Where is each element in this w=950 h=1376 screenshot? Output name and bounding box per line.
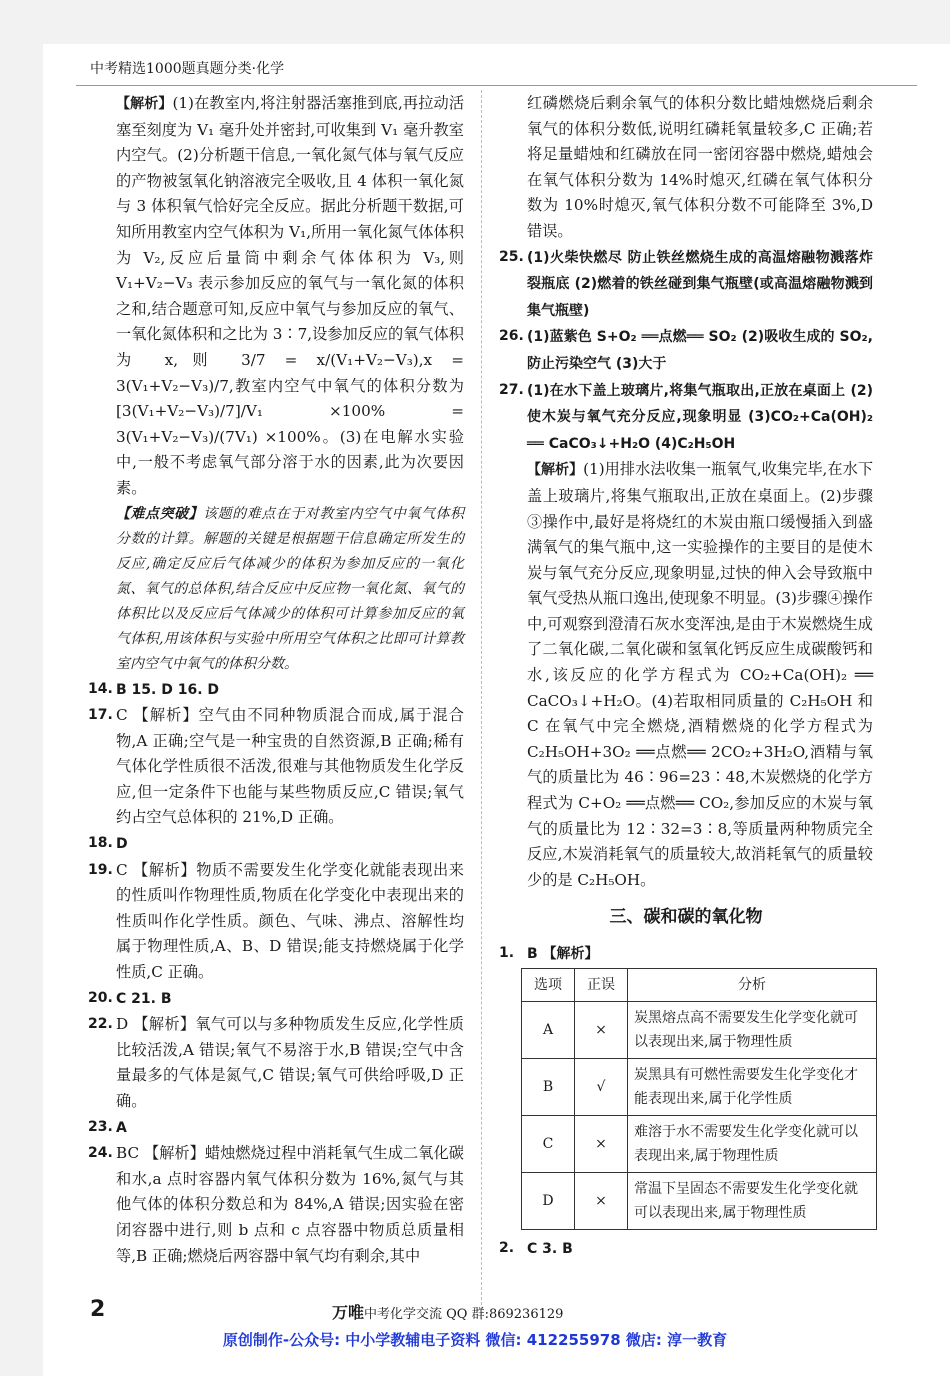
page-number: 2 (90, 1297, 106, 1322)
answer-1: 1. B 【解析】 (499, 945, 599, 962)
table-cell: × (575, 1001, 628, 1058)
table-row (522, 1115, 877, 1172)
table-cell: 难溶于水不需要发生化学变化就可以表现出来,属于物理性质 (628, 1115, 877, 1172)
table-header: 正误 (575, 968, 628, 1001)
brand-logo: 万唯 (332, 1303, 365, 1322)
answer-2-3: 2. C 3. B (499, 1239, 573, 1257)
answer-20-21: 20. C 21. B (88, 989, 172, 1007)
answer-22: 22. D 【解析】氧气可以与多种物质发生反应,化学性质比较活泼,A 错误;氧气不易溶于水,B 错误;空气中含量最多的气体是氮气,C 错误;氧气可供给呼吸,D 正确。 (88, 1015, 464, 1110)
answer-19: 19. C 【解析】物质不需要发生化学变化就能表现出来的性质叫作物理性质,物质在化学变化中表现出来的性质叫作化学性质。颜色、气味、沸点、溶解性均属于物理性质,A、B、D 错误;能支持燃烧属于化学性质,C 正确。 (88, 860, 464, 982)
table-cell: 炭黑熔点高不需要发生化学变化就可以表现出来,属于物理性质 (628, 1001, 877, 1058)
answer-24: 24. BC 【解析】蜡烛燃烧过程中消耗氧气生成二氧化碳和水,a 点时容器内氧气体积分数为 16%,氮气与其他气体的体积分数总和为 84%,A 错误;因实验在密闭容器中进行,则 b 点和 c 点容器中物质总质量相等,B 正确;燃烧后两容器中氧气均有剩余,其中 (88, 1144, 464, 1265)
page (43, 44, 950, 1376)
table-cell: √ (575, 1058, 628, 1115)
table-cell: D (522, 1172, 575, 1229)
table-cell: 常温下呈固态不需要发生化学变化就可以表现出来,属于物理性质 (628, 1172, 877, 1229)
analysis-table (521, 968, 877, 1230)
answer-25: 25. (1)火柴快燃尽 防止铁丝燃烧生成的高温熔融物溅落炸裂瓶底 (2)燃着的铁丝碰到集气瓶壁(或高温熔融物溅到集气瓶壁) (499, 248, 873, 319)
table-cell: B (522, 1058, 575, 1115)
answer-24-continued: 红磷燃烧后剩余氧气的体积分数比蜡烛燃烧后剩余氧气的体积分数低,说明红磷耗氧量较多,C 正确;若将足量蜡烛和红磷放在同一密闭容器中燃烧,蜡烛会在氧气体积分数为 14%时熄灭,红磷在氧气体积分数为 10%时熄灭,氧气体积分数不可能降至 3%,D 错误。 (527, 94, 873, 240)
right-column (499, 91, 873, 1262)
table-cell: A (522, 1001, 575, 1058)
table-cell: C (522, 1115, 575, 1172)
answer-27: 27. (1)在水下盖上玻璃片,将集气瓶取出,正放在桌面上 (2)使木炭与氧气充分反应,现象明显 (3)CO₂+Ca(OH)₂ ══ CaCO₃↓+H₂O (4)C₂H₅OH (499, 381, 873, 452)
table-cell: × (575, 1172, 628, 1229)
section-title: 三、碳和碳的氧化物 (609, 907, 763, 928)
answer-18: 18. D (88, 835, 128, 853)
answer-23: 23. A (88, 1118, 127, 1136)
promo-banner: 原创制作-公众号: 中小学教辅电子资料 微信: 412255978 微店: 淳一教育 (222, 1331, 728, 1349)
answer-14-16: 14. B 15. D 16. D (88, 680, 220, 698)
column-divider (481, 90, 482, 1320)
answer-26: 26. (1)蓝紫色 S+O₂ ══点燃══ SO₂ (2)吸收生成的 SO₂,防止污染空气 (3)大于 (499, 328, 873, 372)
footer-group: 万唯中考化学交流 QQ 群:869236129 (332, 1303, 564, 1322)
table-row (522, 1172, 877, 1229)
page-header: 中考精选1000题真题分类·化学 (90, 61, 285, 77)
left-column (88, 91, 464, 1269)
header-rule (76, 85, 917, 86)
analysis-paragraph: 【解析】(1)在教室内,将注射器活塞推到底,再拉动活塞至刻度为 V₁ 毫升处并密封,可收集到 V₁ 毫升教室内空气。(2)分析题干信息,一氧化氮气体与氧气反应的产物被氢氧化钠溶液完全吸收,且 4 体积一氧化氮与 3 体积氧气恰好完全反应。据此分析题干数据,可知所用教室内空气体积为 V₁,所用一氧化氮气体体积为 V₂,反应后量筒中剩余气体体积为 V₃,则 V₁+V₂−V₃ 表示参加反应的氧气与一氧化氮的体积之和,结合题意可知,反应中氧气与参加反应的氧气、一氧化氮体积和之比为 3∶7,设参加反应的氧气体积为 x,则 3/7 = x/(V₁+V₂−V₃),x = 3(V₁+V₂−V₃)/7,教室内空气中氧气的体积分数为 [3(V₁+V₂−V₃)/7]/V₁ ×100% = 3(V₁+V₂−V₃)/(7V₁) ×100%。(3)在电解水实验中,一般不考虑氧气部分溶于水的因素,此为次要因素。 (116, 94, 465, 497)
answer-27-analysis: 【解析】(1)用排水法收集一瓶氧气,收集完毕,在水下盖上玻璃片,将集气瓶取出,正放在桌面上。(2)步骤③操作中,最好是将烧红的木炭由瓶口缓慢插入到盛满氧气的集气瓶中,这一实验操作的主要目的是使木炭与氧气充分反应,现象明显,过快的伸入会导致瓶中氧气受热从瓶口逸出,使现象不明显。(3)步骤④操作中,可观察到澄清石灰水变浑浊,是由于木炭燃烧生成了二氧化碳,二氧化碳和氢氧化钙反应生成碳酸钙和水,该反应的化学方程式为 CO₂+Ca(OH)₂ ══ CaCO₃↓+H₂O。(4)若取相同质量的 C₂H₅OH 和 C 在氧气中完全燃烧,酒精燃烧的化学方程式为 C₂H₅OH+3O₂ ══点燃══ 2CO₂+3H₂O,酒精与氧气的质量比为 46∶96=23∶48,木炭燃烧的化学方程式为 C+O₂ ══点燃══ CO₂,参加反应的木炭与氧气的质量比为 12∶32=3∶8,等质量两种物质完全反应,木炭消耗氧气的质量较大,故消耗氧气的质量较少的是 C₂H₅OH。 (527, 460, 874, 889)
table-cell: 炭黑具有可燃性需要发生化学变化才能表现出来,属于化学性质 (628, 1058, 877, 1115)
table-row (522, 1058, 877, 1115)
table-header: 分析 (628, 968, 877, 1001)
table-header-row (522, 968, 877, 1001)
table-header: 选项 (522, 968, 575, 1001)
difficulty-note: 【难点突破】该题的难点在于对教室内空气中氧气体积分数的计算。解题的关键是根据题干信息确定所发生的反应,确定反应后气体减少的体积为参加反应的一氧化氮、氧气的总体积,结合反应中反应物一氧化氮、氧气的体积比以及反应后气体减少的体积可计算参加反应的氧气体积,用该体积与实验中所用空气体积之比即可计算教室内空气中氧气的体积分数。 (116, 505, 465, 672)
answer-17: 17. C 【解析】空气由不同种物质混合而成,属于混合物,A 正确;空气是一种宝贵的自然资源,B 正确;稀有气体化学性质很不活泼,很难与其他物质发生化学反应,但一定条件下也能与某些物质反应,C 错误;氧气约占空气总体积的 21%,D 正确。 (88, 706, 464, 827)
table-cell: × (575, 1115, 628, 1172)
table-row (522, 1001, 877, 1058)
